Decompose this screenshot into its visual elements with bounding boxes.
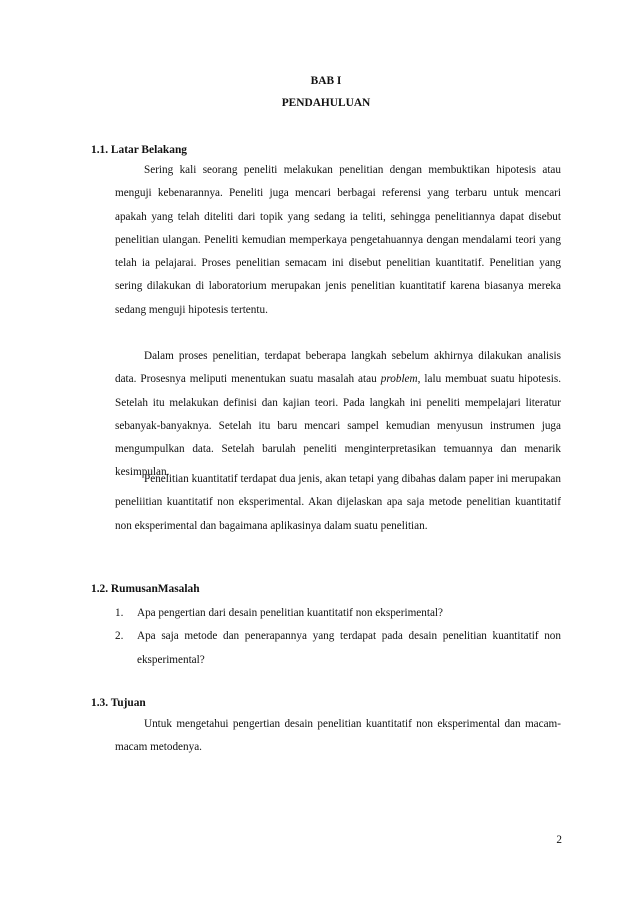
paragraph-1: Sering kali seorang peneliti melakukan penelitian dengan membuktikan hipotesis atau menguji kebenarannya. Peneliti juga mencari berbagai referensi yang terbaru untuk mencari apakah yang telah diteliti dari topik yang sedang ia teliti, sehingga penelitiannya dapat disebut penelitian ulangan. Peneliti kemudian memperkaya pengetahuannya dengan mendalami teori yang telah ia pelajarai. Proses penelitian semacam ini disebut penelitian kuantitatif. Penelitian yang sering dilakukan di laboratorium merupakan jenis penelitian kuantitatif karena biasanya mereka sedang menguji hipotesis tertentu. — [115, 164, 561, 316]
paragraph-2-part-a: Dalam proses penelitian, terdapat beberapa langkah sebelum akhirnya dilakukan analisis data. Prosesnya meliputi menentukan suatu masalah atau — [115, 350, 561, 386]
paragraph-3: Penelitian kuantitatif terdapat dua jenis, akan tetapi yang dibahas dalam paper ini merupakan peneliitian kuantitatif non eksperimental. Akan dijelaskan apa saja metode penelitian kuantitatif non eksperimental dan bagaimana aplikasinya dalam suatu penelitian. — [115, 473, 561, 532]
list-item — [115, 625, 561, 672]
paragraph-2-emphasis: problem — [380, 373, 418, 386]
list-item — [115, 602, 561, 625]
list-item-text: Apa pengertian dari desain penelitian kuantitatif non eksperimental? — [137, 607, 443, 619]
list-item-number: 2. — [115, 630, 124, 643]
paragraph-2 — [115, 345, 561, 485]
problem-list — [115, 602, 561, 672]
section-heading-tujuan: 1.3. Tujuan — [91, 697, 146, 709]
page-number: 2 — [556, 834, 562, 846]
paragraph-2-part-b: , lalu membuat suatu hipotesis. Setelah itu melakukan definisi dan kajian teori. Pada langkah ini peneliti mempelajari literatur sebanyak-banyaknya. Setelah itu baru mencari sampel kemudian menyusun instrumen juga mengumpulkan data. Setelah barulah peneliti menginterpretasikan temuannya dan menarik kesimpulan. — [115, 373, 562, 479]
section-heading-latar-belakang: 1.1. Latar Belakang — [91, 144, 187, 156]
chapter-title: PENDAHULUAN — [281, 97, 371, 109]
list-item-number: 1. — [115, 607, 124, 619]
paragraph-tujuan: Untuk mengetahui pengertian desain penelitian kuantitatif non eksperimental dan macam-macam metodenya. — [115, 718, 561, 754]
section-heading-rumusan-masalah: 1.2. RumusanMasalah — [91, 583, 200, 595]
chapter-number: BAB I — [310, 75, 342, 87]
list-item-text: Apa saja metode dan penerapannya yang terdapat pada desain penelitian kuantitatif non eksperimental? — [137, 630, 561, 666]
